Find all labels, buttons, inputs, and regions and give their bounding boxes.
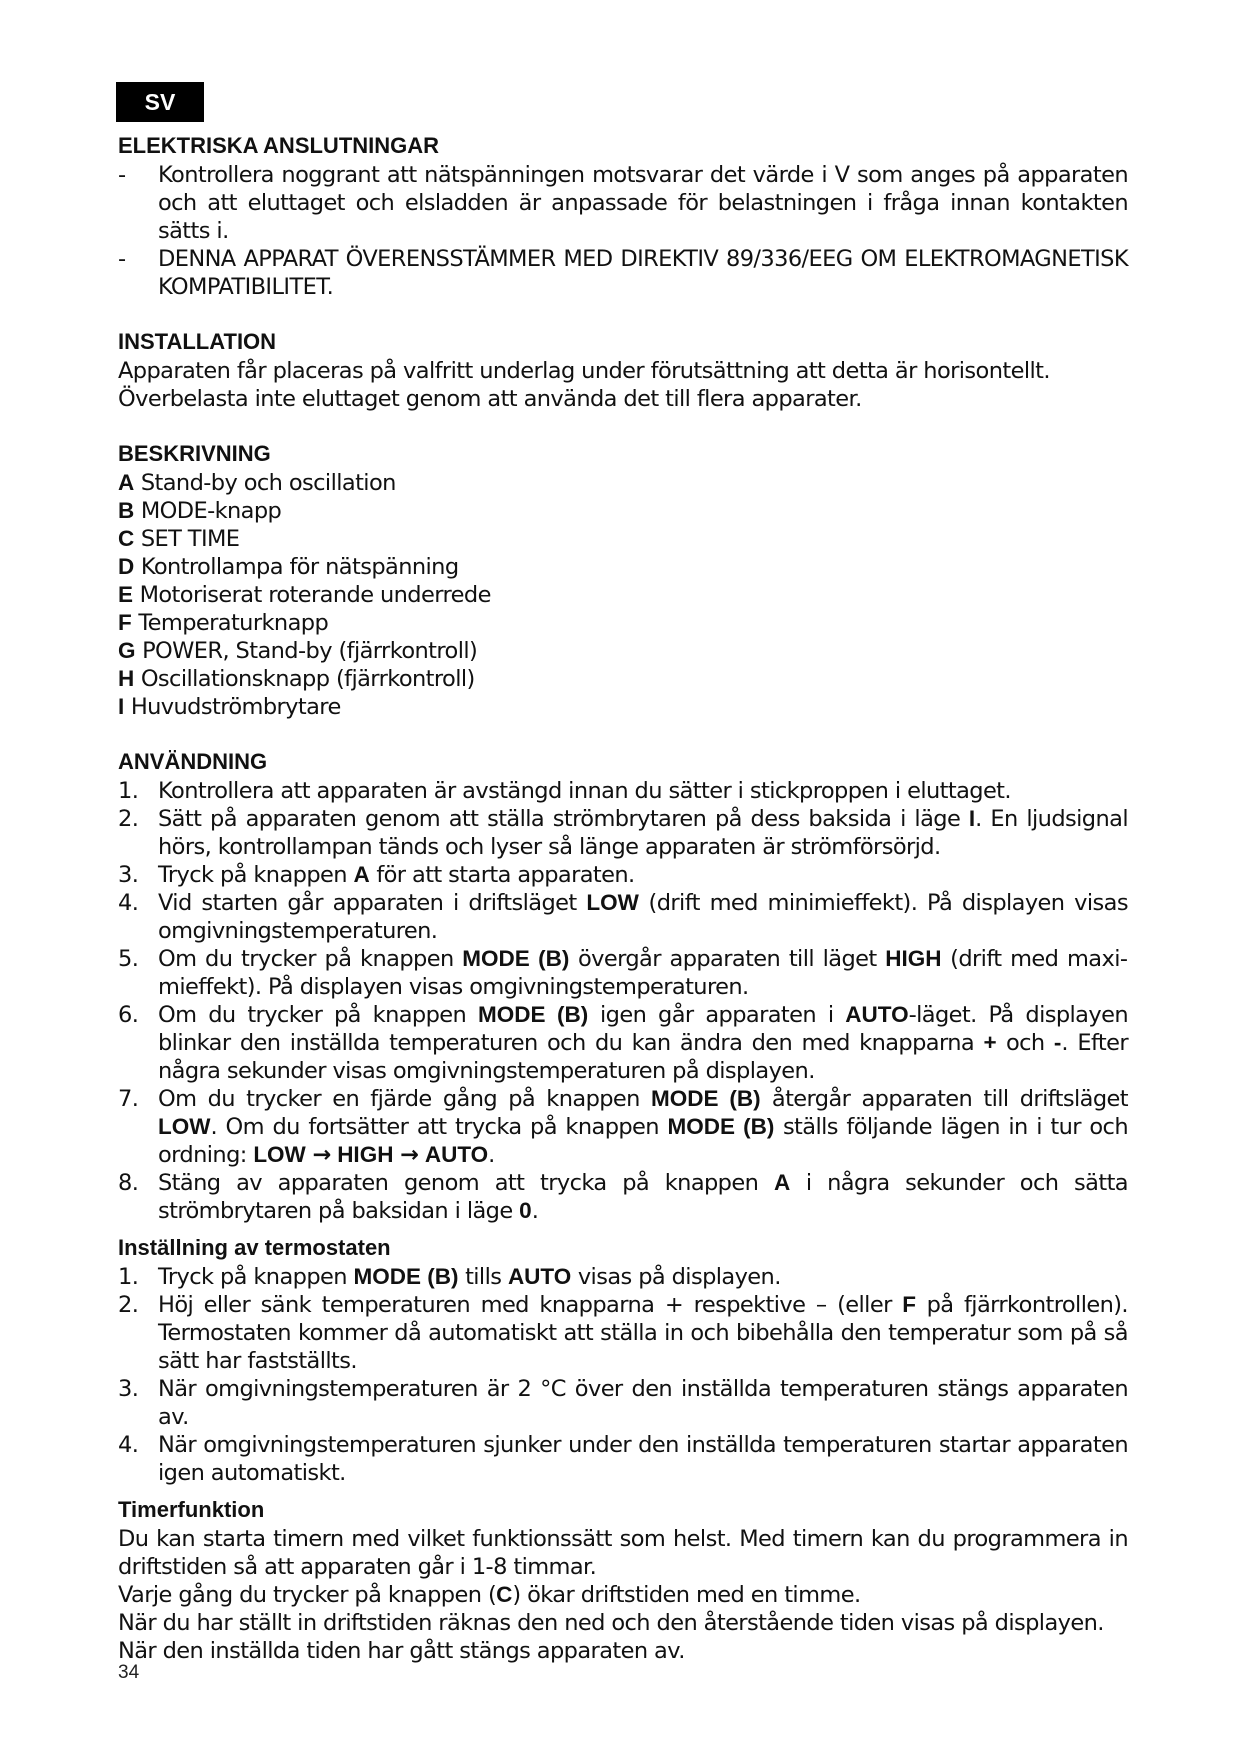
- usage-step: [118, 1085, 1128, 1169]
- description-item-letter: I: [118, 694, 125, 719]
- step-text: Höj eller sänk temperaturen med knapparna + respektive – (eller: [158, 1292, 892, 1318]
- step-text: -läget. På displayen blinkar den inställda temperaturen och du kan ändra den med knapparna: [158, 1002, 1128, 1056]
- description-item: [118, 665, 1128, 693]
- step-number: 5.: [118, 946, 139, 972]
- step-text: Tryck på knappen: [158, 1264, 347, 1290]
- thermostat-step: [118, 1431, 1128, 1487]
- electrical-item-text: DENNA APPARAT ÖVERENSSTÄMMER MED DIREKTIV 89/336/EEG OM ELEKTROMAGNETISK KOMPATIBILITET.: [158, 246, 1128, 300]
- step-keyword: F: [902, 1292, 917, 1317]
- mode-sequence-auto: AUTO: [424, 1142, 489, 1167]
- step-number: 3.: [118, 1376, 139, 1402]
- usage-step: [118, 1001, 1128, 1085]
- step-keyword: MODE (B): [667, 1114, 775, 1139]
- thermostat-step: [118, 1263, 1128, 1291]
- step-text: och: [1005, 1030, 1045, 1056]
- step-number: 7.: [118, 1086, 139, 1112]
- paragraph-text: Varje gång du trycker på knappen (: [118, 1582, 497, 1608]
- electrical-item: [118, 245, 1128, 301]
- timer-paragraph: [118, 1581, 1128, 1609]
- page-content: [118, 131, 1128, 1665]
- description-item-letter: C: [118, 526, 135, 551]
- step-keyword: MODE (B): [353, 1264, 459, 1289]
- description-item-label: Huvudströmbrytare: [130, 694, 341, 720]
- description-item-letter: G: [118, 638, 136, 663]
- step-keyword: AUTO: [845, 1002, 909, 1027]
- step-keyword: LOW: [586, 890, 639, 915]
- step-text: Om du trycker en fjärde gång på knappen: [158, 1086, 640, 1112]
- arrow-right-icon: →: [312, 1142, 331, 1168]
- description-item-letter: B: [118, 498, 135, 523]
- description-item: [118, 525, 1128, 553]
- step-text: När omgivningstemperaturen är 2 °C över den inställda temperaturen stängs apparaten av.: [158, 1376, 1128, 1430]
- step-keyword: HIGH: [885, 946, 942, 971]
- installation-paragraph: Apparaten får placeras på valfritt underlag under förutsättning att detta är horisontellt.: [118, 358, 1050, 384]
- step-keyword: A: [773, 1170, 791, 1195]
- usage-step: [118, 889, 1128, 945]
- step-number: 1.: [118, 778, 139, 804]
- description-item-letter: A: [118, 470, 135, 495]
- step-keyword: MODE (B): [478, 1002, 589, 1027]
- step-text: När omgivningstemperaturen sjunker under den inställda temperaturen startar apparaten igen automatiskt.: [158, 1432, 1128, 1486]
- description-item: [118, 497, 1128, 525]
- step-number: 4.: [118, 1432, 139, 1458]
- section-title-thermostat: Inställning av termostaten: [118, 1235, 391, 1260]
- description-item-letter: F: [118, 610, 132, 635]
- arrow-right-icon: →: [400, 1142, 419, 1168]
- step-keyword: MODE (B): [462, 946, 570, 971]
- step-text: (drift med maximieffekt). På displayen visas omgivningstemperaturen.: [158, 946, 1128, 1000]
- bullet-marker: -: [118, 246, 126, 272]
- description-item-label: Temperaturknapp: [138, 610, 329, 636]
- step-number: 3.: [118, 862, 139, 888]
- paragraph-text: ) ökar driftstiden med en timme.: [512, 1582, 861, 1608]
- description-item-label: MODE-knapp: [140, 498, 282, 524]
- step-text: . Efter några sekunder visas omgivningstemperaturen på displayen.: [158, 1030, 1128, 1084]
- description-item-label: SET TIME: [140, 526, 240, 552]
- description-item-label: Oscillationsknapp (fjärrkontroll): [140, 666, 475, 692]
- installation-paragraph: Överbelasta inte eluttaget genom att använda det till flera apparater.: [118, 386, 862, 412]
- description-item-label: Kontrollampa för nätspänning: [140, 554, 459, 580]
- description-item-letter: D: [118, 554, 135, 579]
- thermostat-step: [118, 1375, 1128, 1431]
- section-title-timer: Timerfunktion: [118, 1497, 265, 1522]
- step-text: på fjärrkontrollen). Termostaten kommer då automatiskt att ställa in och bibehålla den temperatur som på så sätt har fastställts.: [158, 1292, 1128, 1374]
- description-item: [118, 693, 1128, 721]
- mode-sequence-high: HIGH: [337, 1142, 394, 1167]
- usage-step: [118, 777, 1128, 805]
- step-text: igen går apparaten i: [600, 1002, 834, 1028]
- step-text: .: [488, 1142, 495, 1168]
- description-item: [118, 637, 1128, 665]
- step-keyword: -: [1053, 1030, 1062, 1055]
- step-text: . Om du fortsätter att trycka på knappen: [210, 1114, 659, 1140]
- step-keyword: MODE (B): [651, 1086, 761, 1111]
- step-number: 2.: [118, 806, 139, 832]
- step-text: ställs följande lägen in i tur och ordning:: [158, 1114, 1128, 1168]
- mode-sequence-low: LOW: [253, 1142, 306, 1167]
- step-text: Sätt på apparaten genom att ställa strömbrytaren på dess baksida i läge: [158, 806, 961, 832]
- description-item-label: Motoriserat roterande underrede: [139, 582, 491, 608]
- description-list: [118, 469, 1128, 721]
- description-item: [118, 469, 1128, 497]
- step-text: Om du trycker på knappen: [158, 1002, 467, 1028]
- section-title-electrical: ELEKTRISKA ANSLUTNINGAR: [118, 133, 440, 158]
- electrical-item-text: Kontrollera noggrant att nätspänningen motsvarar det värde i V som anges på apparaten och att eluttaget och elsladden är anpassade för belastningen i fråga innan kontakten sätts i.: [158, 162, 1128, 244]
- description-item: [118, 609, 1128, 637]
- step-number: 6.: [118, 1002, 139, 1028]
- description-item-letter: H: [118, 666, 135, 691]
- step-text: .: [531, 1198, 539, 1224]
- step-text: för att starta apparaten.: [376, 862, 635, 888]
- step-text: Kontrollera att apparaten är avstängd innan du sätter i stickproppen i eluttaget.: [158, 778, 1011, 804]
- description-item: [118, 553, 1128, 581]
- timer-paragraph: När du har ställt in driftstiden räknas den ned och den återstående tiden visas på displayen.: [118, 1610, 1104, 1636]
- step-keyword: AUTO: [507, 1264, 572, 1289]
- usage-step: [118, 861, 1128, 889]
- usage-step: [118, 1169, 1128, 1225]
- step-text: Stäng av apparaten genom att trycka på knappen: [158, 1170, 759, 1196]
- step-text: i några sekunder och sätta strömbrytaren på baksidan i läge: [158, 1170, 1128, 1224]
- step-keyword: 0: [519, 1198, 532, 1223]
- usage-step: [118, 945, 1128, 1001]
- step-text: tills: [465, 1264, 502, 1290]
- step-text: (drift med minimieffekt). På displayen visas omgivningstemperaturen.: [158, 890, 1128, 944]
- thermostat-step: [118, 1291, 1128, 1375]
- section-title-description: BESKRIVNING: [118, 441, 271, 466]
- description-item-label: POWER, Stand-by (fjärrkontroll): [142, 638, 478, 664]
- step-text: övergår apparaten till läget: [577, 946, 877, 972]
- step-number: 2.: [118, 1292, 139, 1318]
- step-keyword: LOW: [158, 1114, 211, 1139]
- usage-step: [118, 805, 1128, 861]
- description-item-label: Stand-by och oscillation: [140, 470, 396, 496]
- step-keyword: +: [983, 1030, 997, 1055]
- section-title-usage: ANVÄNDNING: [118, 749, 268, 774]
- step-keyword: I: [968, 806, 976, 831]
- timer-paragraph: Du kan starta timern med vilket funktionssätt som helst. Med timern kan du programmera in driftstiden så att apparaten går i 1-8 timmar.: [118, 1526, 1128, 1580]
- language-tag: SV: [116, 82, 204, 122]
- description-item: [118, 581, 1128, 609]
- step-number: 1.: [118, 1264, 139, 1290]
- step-text: Tryck på knappen: [158, 862, 347, 888]
- step-text: Om du trycker på knappen: [158, 946, 454, 972]
- page-number: 34: [118, 1662, 140, 1683]
- section-title-installation: INSTALLATION: [118, 329, 277, 354]
- description-item-letter: E: [118, 582, 134, 607]
- step-text: återgår apparaten till driftsläget: [771, 1086, 1128, 1112]
- step-keyword: A: [353, 862, 370, 887]
- step-text: Vid starten går apparaten i driftsläget: [158, 890, 577, 916]
- timer-paragraph: När den inställda tiden har gått stängs apparaten av.: [118, 1638, 685, 1664]
- step-text: visas på displayen.: [577, 1264, 781, 1290]
- paragraph-keyword: C: [496, 1582, 513, 1607]
- step-number: 8.: [118, 1170, 139, 1196]
- bullet-marker: -: [118, 162, 126, 188]
- step-number: 4.: [118, 890, 139, 916]
- electrical-item: [118, 161, 1128, 245]
- step-text: . En ljudsignal hörs, kontrollampan tänds och lyser så länge apparaten är strömförsörjd.: [158, 806, 1128, 860]
